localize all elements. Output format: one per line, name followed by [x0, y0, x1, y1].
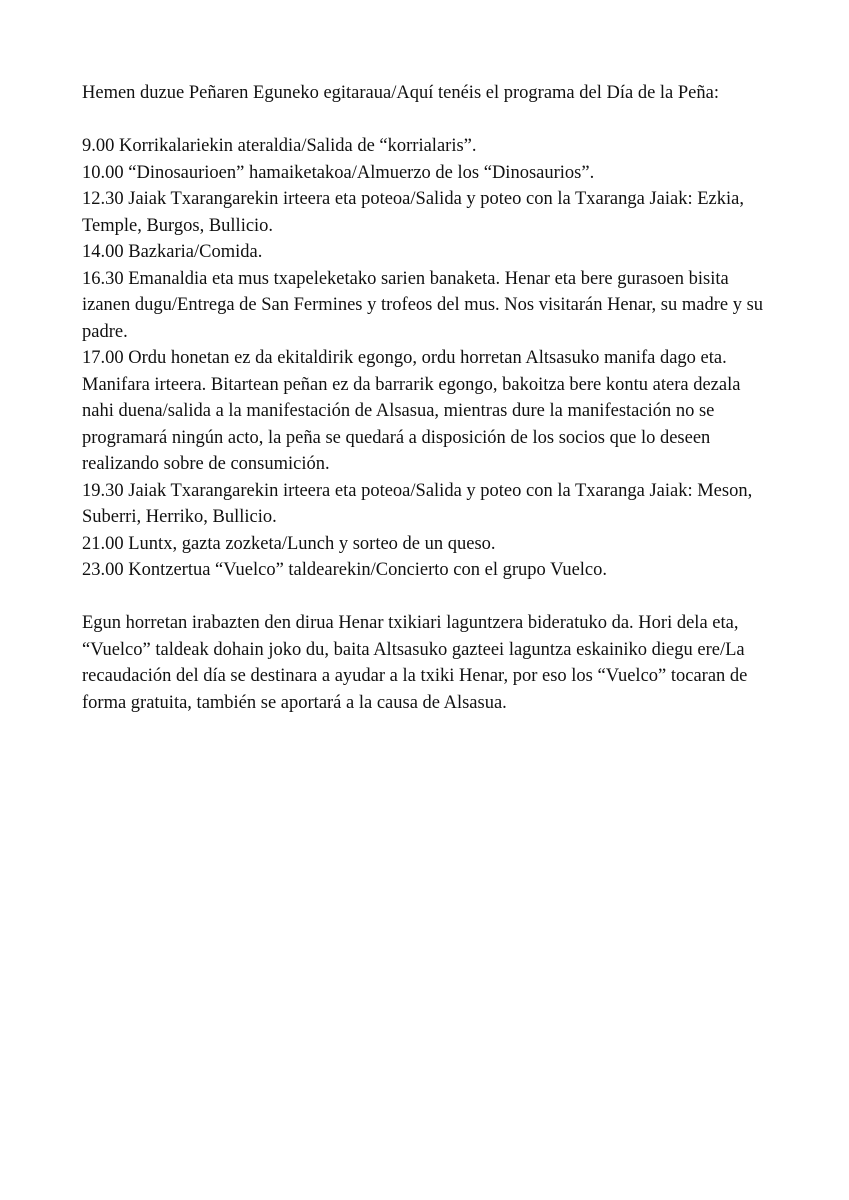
schedule-item-2100: 21.00 Luntx, gazta zozketa/Lunch y sorteo de un queso. [82, 533, 496, 554]
closing-paragraph: Egun horretan irabazten den dirua Henar txikiari laguntzera bideratuko da. Hori dela eta, “Vuelco” taldeak dohain joko du, baita Altsasuko gazteei laguntza eskainiko diegu ere/La recaudación del día se destinara a ayudar a la txiki Henar, por eso los “Vuelco” tocaran de forma gratuita, también se aportará a la causa de Alsasua. [82, 613, 748, 713]
schedule-item-1000: 10.00 “Dinosaurioen” hamaiketakoa/Almuerzo de los “Dinosaurios”. [82, 162, 595, 183]
schedule-item-0900: 9.00 Korrikalariekin ateraldia/Salida de “korrialaris”. [82, 136, 477, 156]
schedule-item-1630: 16.30 Emanaldia eta mus txapeleketako sarien banaketa. Henar eta bere gurasoen bisita izanen dugu/Entrega de San Fermines y trofeos del mus. Nos visitarán Henar, su madre y su padre. [82, 268, 764, 342]
schedule-item-1230: 12.30 Jaiak Txarangarekin irteera eta poteoa/Salida y poteo con la Txaranga Jaiak: Ezkia, Temple, Burgos, Bullicio. [82, 189, 744, 236]
schedule-item-1930: 19.30 Jaiak Txarangarekin irteera eta poteoa/Salida y poteo con la Txaranga Jaiak: Meson, Suberri, Herriko, Bullicio. [82, 480, 753, 527]
document-body [82, 80, 772, 716]
schedule-list [82, 133, 772, 584]
schedule-item-1700: 17.00 Ordu honetan ez da ekitaldirik egongo, ordu horretan Altsasuko manifa dago eta. Manifara irteera. Bitartean peñan ez da barrarik egongo, bakoitza bere kontu atera dezala nahi duena/salida a la manifestación de Alsasua, mientras dure la manifestación no se programará ningún acto, la peña se quedará a disposición de los socios que lo deseen realizando sobre de consumición. [82, 348, 741, 474]
schedule-item-1400: 14.00 Bazkaria/Comida. [82, 242, 263, 262]
paragraph-gap [82, 107, 772, 134]
intro-paragraph: Hemen duzue Peñaren Eguneko egitaraua/Aquí tenéis el programa del Día de la Peña: [82, 83, 719, 103]
paragraph-gap [82, 584, 772, 611]
schedule-item-2300: 23.00 Kontzertua “Vuelco” taldearekin/Concierto con el grupo Vuelco. [82, 560, 608, 580]
